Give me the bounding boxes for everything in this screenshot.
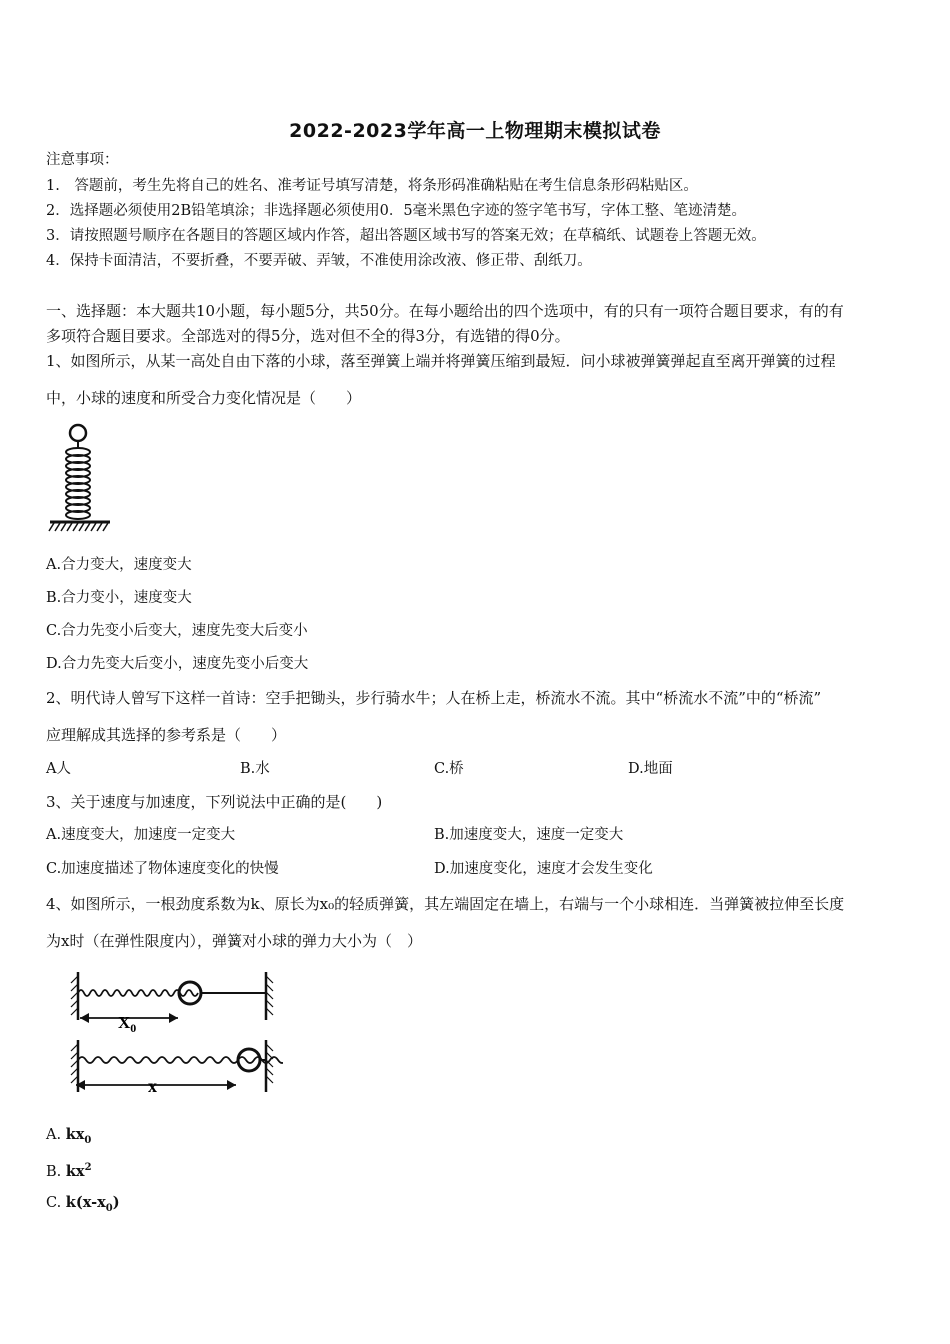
q3-option-a: A.速度变大，加速度一定变大	[46, 827, 236, 843]
q1-option-b: B.合力变小，速度变大	[46, 590, 192, 606]
q3-option-c: C.加速度描述了物体速度变化的快慢	[46, 861, 279, 877]
q4-stem-cont: 为x时（在弹性限度内），弹簧对小球的弹力大小为（ ）	[46, 932, 422, 950]
q3-stem: 3、关于速度与加速度，下列说法中正确的是( )	[46, 793, 383, 811]
notice-item: 2．选择题必须使用2B铅笔填涂；非选择题必须使用0．5毫米黑色字迹的签字笔书写，字体工整、笔迹清楚。	[46, 203, 747, 219]
q4-stem: 4、如图所示，一根劲度系数为k、原长为x₀的轻质弹簧，其左端固定在墙上，右端与一个小球相连．当弹簧被拉伸至长度	[46, 895, 845, 913]
section-intro: 一、选择题：本大题共10小题，每小题5分，共50分。在每小题给出的四个选项中，有的只有一项符合题目要求，有的有	[46, 302, 844, 320]
page-title: 2022-2023学年高一上物理期末模拟试卷	[289, 120, 661, 142]
q1-stem: 1、如图所示，从某一高处自由下落的小球，落至弹簧上端并将弹簧压缩到最短．问小球被弹簧弹起直至离开弹簧的过程	[46, 352, 836, 370]
label-x: x	[148, 1076, 157, 1096]
q1-option-a: A.合力变大，速度变大	[46, 557, 192, 573]
q4-option-c: C. $k(x-x_0)$	[46, 1194, 120, 1214]
spring-wall-figure	[68, 968, 283, 1098]
q2-option-d: D.地面	[628, 761, 673, 777]
q2-stem-cont: 应理解成其选择的参考系是（ ）	[46, 726, 287, 744]
q2-option-c: C.桥	[434, 761, 464, 777]
notice-item: 4．保持卡面清洁，不要折叠，不要弄破、弄皱，不准使用涂改液、修正带、刮纸刀。	[46, 253, 592, 269]
spring-ball-figure	[48, 420, 118, 535]
q3-option-b: B.加速度变大，速度一定变大	[434, 827, 624, 843]
section-intro-cont: 多项符合题目要求。全部选对的得5分，选对但不全的得3分，有选错的得0分。	[46, 327, 570, 345]
q3-option-d: D.加速度变化，速度才会发生变化	[434, 861, 653, 877]
notice-heading: 注意事项：	[46, 152, 119, 168]
q1-option-c: C.合力先变小后变大，速度先变大后变小	[46, 623, 308, 639]
q4-option-b: B. $kx^2$	[46, 1162, 92, 1180]
q2-option-b: B.水	[240, 761, 270, 777]
notice-item: 1. 答题前，考生先将自己的姓名、准考证号填写清楚，将条形码准确粘贴在考生信息条形码粘贴区。	[46, 178, 698, 194]
q1-option-d: D.合力先变大后变小，速度先变小后变大	[46, 656, 309, 672]
notice-item: 3．请按照题号顺序在各题目的答题区域内作答，超出答题区域书写的答案无效；在草稿纸、试题卷上答题无效。	[46, 228, 766, 244]
label-x0: $X_0$	[118, 1013, 137, 1035]
q4-option-a: A. $kx_0$	[46, 1126, 92, 1146]
q2-stem: 2、明代诗人曾写下这样一首诗：空手把锄头，步行骑水牛；人在桥上走，桥流水不流。其中“桥流水不流”中的“桥流”	[46, 689, 822, 707]
q1-stem-cont: 中，小球的速度和所受合力变化情况是（ ）	[46, 389, 362, 407]
q2-option-a: A人	[46, 761, 71, 777]
